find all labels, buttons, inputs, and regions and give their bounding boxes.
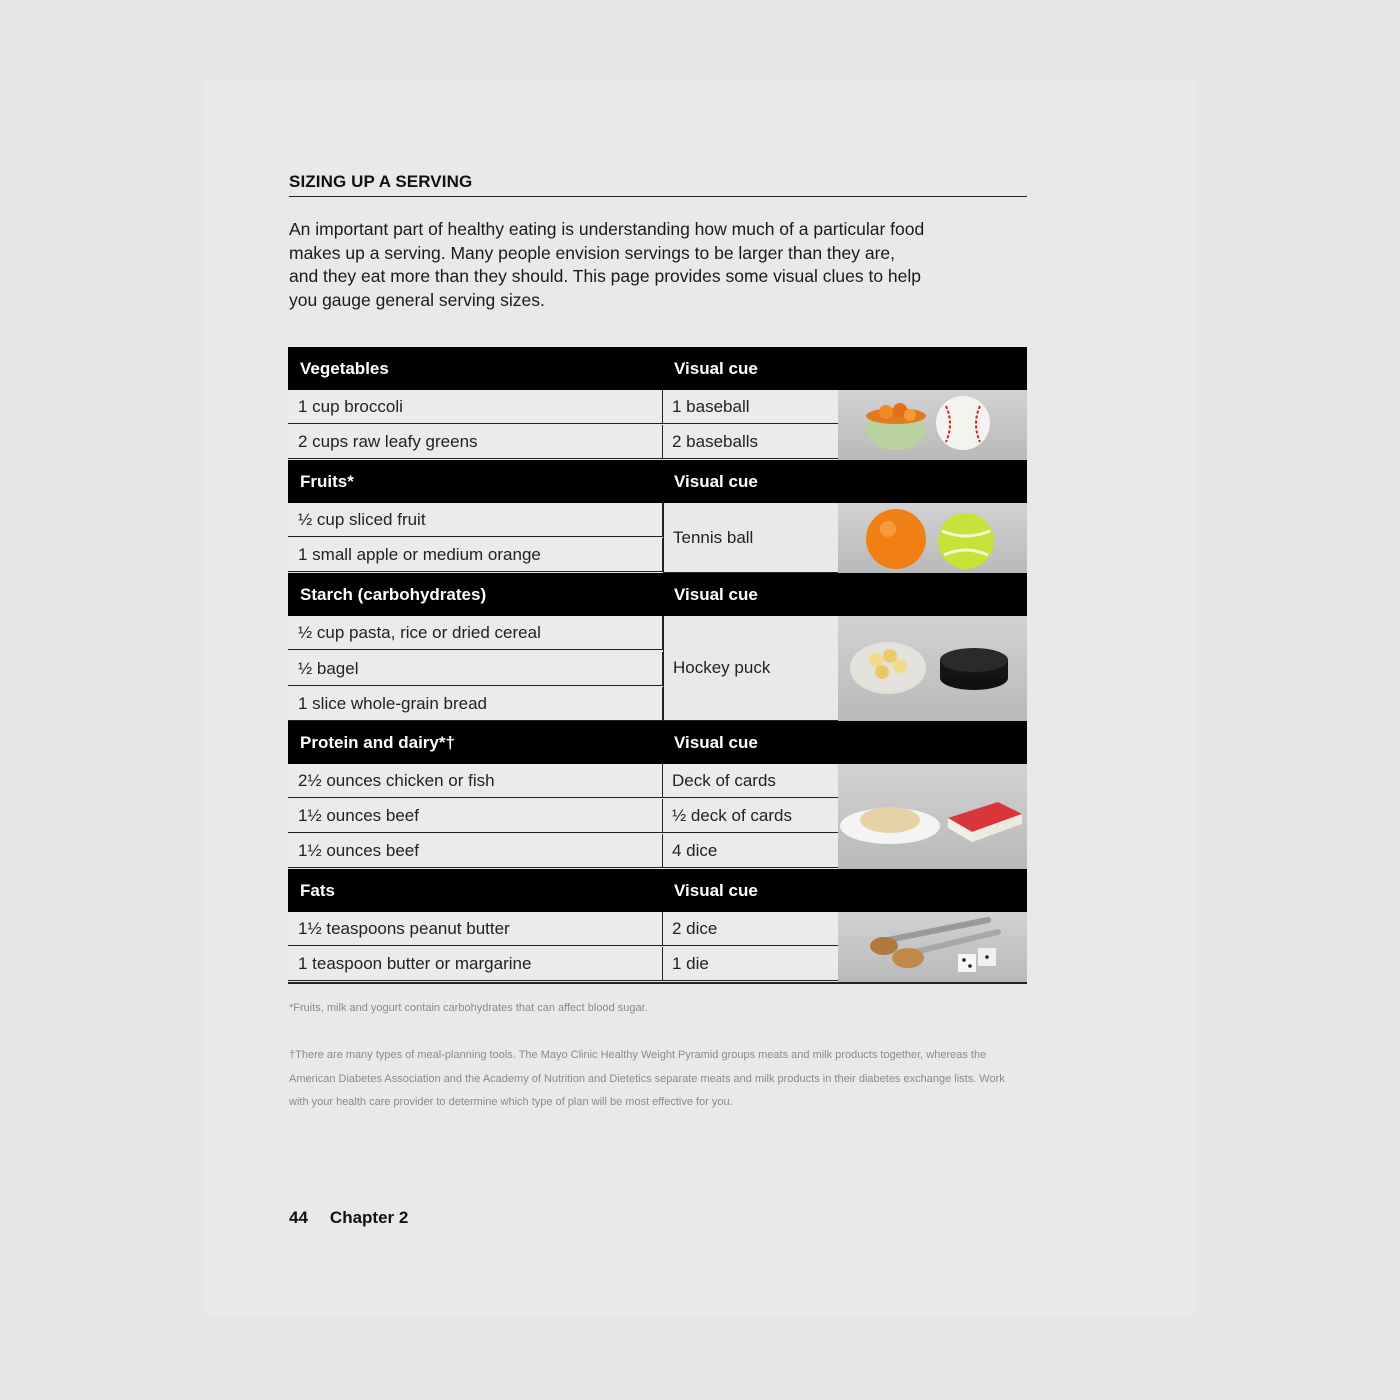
table-header-row (288, 869, 1027, 912)
food-cell: ½ bagel (288, 652, 663, 686)
chapter-label: Chapter 2 (329, 1208, 409, 1227)
group-header: Protein and dairy*† (300, 733, 455, 752)
cue-cell: ½ deck of cards (663, 799, 838, 833)
page-footer (289, 1208, 408, 1228)
chicken-plate-and-deck-of-cards-photo (838, 764, 1027, 869)
food-cell: 2 cups raw leafy greens (288, 425, 663, 459)
intro-paragraph: An important part of healthy eating is understanding how much of a particular food makes up a serving. Many people envision servings to be larger than they are, and they eat more than they should. This page provides some visual clues to help you gauge general serving sizes. (289, 219, 925, 310)
page-number: 44 (289, 1208, 308, 1227)
section-title: SIZING UP A SERVING (289, 172, 1027, 197)
group-header: Fruits* (300, 472, 354, 491)
table-header-row (288, 460, 1027, 503)
cue-cell: Deck of cards (663, 764, 838, 798)
food-cell: 1 cup broccoli (288, 390, 663, 424)
table-header-row (288, 721, 1027, 764)
serving-size-table (288, 347, 1027, 984)
pasta-bowl-and-hockey-puck-photo (838, 616, 1027, 721)
food-cell: 1 small apple or medium orange (288, 538, 663, 572)
cue-cell: 2 dice (663, 912, 838, 946)
food-cell: 1 teaspoon butter or margarine (288, 947, 663, 981)
carrots-bowl-and-baseball-photo (838, 390, 1027, 460)
food-cell: ½ cup sliced fruit (288, 503, 663, 537)
cue-cell: 2 baseballs (663, 425, 838, 459)
cue-header: Visual cue (674, 472, 758, 491)
cue-cell: 4 dice (663, 834, 838, 868)
table-header-row (288, 573, 1027, 616)
cue-cell: 1 baseball (663, 390, 838, 424)
cue-header: Visual cue (674, 585, 758, 604)
table-header-row (288, 347, 1027, 390)
food-cell: 1½ ounces beef (288, 834, 663, 868)
footnote-meal-planning: †There are many types of meal-planning tools. The Mayo Clinic Healthy Weight Pyramid groups meats and milk products together, whereas the American Diabetes Association and the Academy of Nutrition and Dietetics separate meats and milk products in their diabetes exchange lists. Work with your health care provider to determine which type of plan will be most effective for you. (289, 1049, 1005, 1108)
food-cell: 1½ teaspoons peanut butter (288, 912, 663, 946)
food-cell: ½ cup pasta, rice or dried cereal (288, 616, 663, 650)
cue-header: Visual cue (674, 359, 758, 378)
cue-header: Visual cue (674, 733, 758, 752)
footnote-carbohydrates: *Fruits, milk and yogurt contain carbohydrates that can affect blood sugar. (289, 1002, 648, 1014)
orange-and-tennis-ball-photo (838, 503, 1027, 573)
cue-header: Visual cue (674, 881, 758, 900)
peanut-butter-spoons-and-dice-photo (838, 912, 1027, 982)
cue-cell: Hockey puck (663, 616, 838, 721)
group-header: Fats (300, 881, 335, 900)
cue-cell: Tennis ball (663, 503, 838, 573)
cue-cell: 1 die (663, 947, 838, 981)
food-cell: 2½ ounces chicken or fish (288, 764, 663, 798)
group-header: Vegetables (300, 359, 389, 378)
group-header: Starch (carbohydrates) (300, 585, 487, 604)
food-cell: 1 slice whole-grain bread (288, 687, 663, 721)
food-cell: 1½ ounces beef (288, 799, 663, 833)
